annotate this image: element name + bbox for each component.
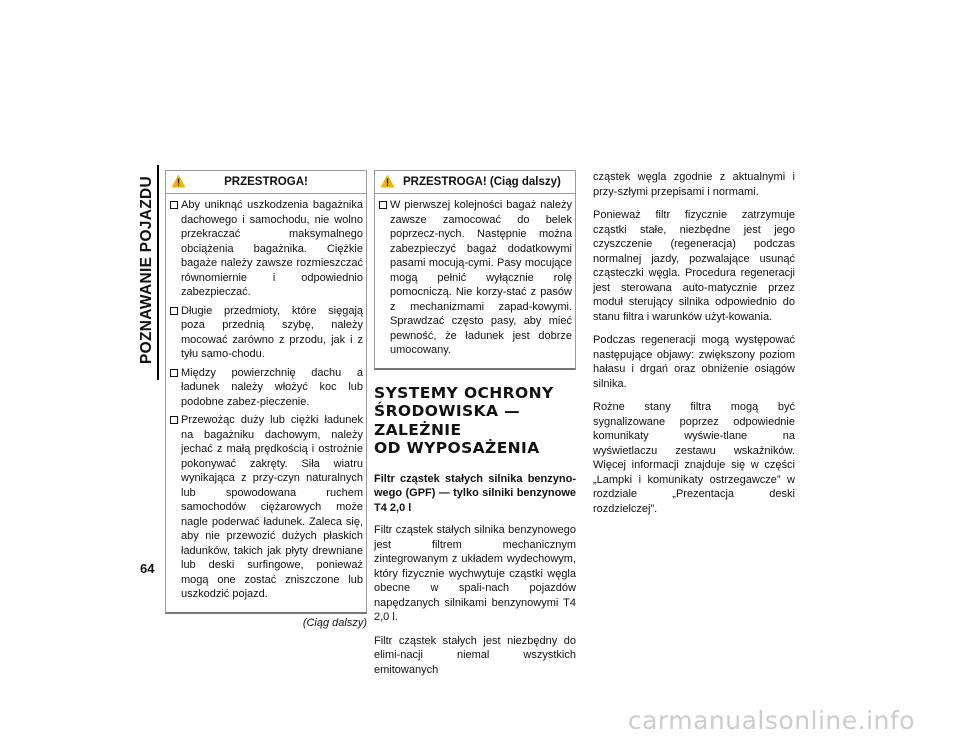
warning-item: Przewożąc duży lub ciężki ładunek na bagażniku dachowym, należy jechać z małą prędkością i ostrożnie pokonywać zakręty. Siła wiatru wynikająca z przy-czyn naturalnych lub spowodowana ruchem samochodów ciężarowych może nagle poderwać ładunek. Zaleca się, aby nie przewozić dużych płaskich ładunków, takich jak płyty drewniane lub deski surfingowe, ponieważ mogą one zostać zniszczone lub uszkodzić pojazd.	[169, 413, 363, 602]
paragraph: Filtr cząstek stałych silnika benzynowego jest filtrem mechanicznym zintegrowanym z układem wydechowym, który fizycznie wychwytuje cząstki węgla obecne w spali-nach pojazdów napędzanych silnikami benzynowymi T4 2,0 l.	[374, 524, 576, 623]
page-number: 64	[140, 561, 155, 576]
warning-item: Między powierzchnię dachu a ładunek należy włożyć koc lub podobne zabez-pieczenie.	[169, 366, 363, 410]
warning-item: Aby uniknąć uszkodzenia bagażnika dachowego i samochodu, nie wolno przekraczać maksymalnego obciążenia bagażnika. Ciężkie bagaże należy zawsze rozmieszczać równomiernie i odpowiednio zabezpieczać.	[169, 198, 363, 300]
warning-box-left	[165, 170, 367, 614]
warning-title: PRZESTROGA! (Ciąg dalszy)	[403, 176, 561, 188]
section-title: SYSTEMY OCHRONY ŚRODOWISKA — ZALEŻNIE OD WYPOSAŻENIA	[374, 383, 554, 457]
bullet-square-icon	[170, 416, 178, 424]
warning-triangle-icon	[380, 174, 395, 188]
warning-item: Długie przedmioty, które sięgają poza przednią szybę, należy mocować zarówno z przodu, jak i z tyłu samo-chodu.	[169, 304, 363, 362]
bullet-square-icon	[170, 307, 178, 315]
paragraph: cząstek węgla zgodnie z aktualnymi i przy-szłymi przepisami i normami.	[593, 171, 795, 198]
chapter-side-tab	[138, 165, 156, 375]
bullet-square-icon	[379, 201, 387, 209]
watermark: carmanualsonline.info	[627, 706, 915, 735]
chapter-title: POZNAWANIE POJAZDU	[138, 176, 155, 364]
subheading: Filtr cząstek stałych silnika benzyno-wego (GPF) — tylko silniki benzynowe T4 2,0 l	[374, 472, 576, 514]
bullet-square-icon	[170, 201, 178, 209]
column-left	[165, 170, 367, 630]
paragraph: Podczas regeneracji mogą występować następujące objawy: zwiększony poziom hałasu i drgań oraz obniżenie osiągów silnika.	[593, 334, 795, 390]
chapter-divider	[157, 165, 159, 380]
column-right	[593, 170, 795, 525]
paragraph: Rożne stany filtra mogą być sygnalizowane poprzez odpowiednie komunikaty wyświe-tlane na wyświetlaczu zestawu wskaźników. Więcej informacji znajduje się w części „Lampki i komunikaty ostrzegawcze” w rozdziale „Prezentacja deski rozdzielczej”.	[593, 401, 795, 515]
warning-box-right	[374, 170, 576, 370]
paragraph: Filtr cząstek stałych jest niezbędny do elimi-nacji niemal wszystkich emitowanych	[374, 634, 576, 676]
warning-title: PRZESTROGA!	[224, 176, 308, 188]
warning-item: W pierwszej kolejności bagaż należy zawsze zamocować do belek poprzecz-nych. Następnie można zabezpieczyć bagaż dodatkowymi pasami mocują-cymi. Pasy mocujące mogą pełnić wyłącznie rolę pomocniczą. Nie korzy-stać z pasów z mechanizmami zapad-kowymi. Sprawdzać często pasy, aby mieć pewność, że ładunek jest dobrze umocowany.	[378, 198, 572, 358]
paragraph: Ponieważ filtr fizycznie zatrzymuje cząstki stałe, niezbędne jest jego czyszczenie (regeneracja) podczas normalnej jazdy, pozwalające usunąć cząsteczki węgla. Procedura regeneracji jest sterowana auto-matycznie przez moduł sterujący silnika odpowiednio do stanu filtra i warunków użyt-kowania.	[593, 209, 795, 323]
bullet-square-icon	[170, 369, 178, 377]
warning-header	[166, 171, 366, 194]
continued-note: (Ciąg dalszy)	[302, 616, 367, 629]
column-middle	[374, 170, 576, 686]
warning-header	[375, 171, 575, 194]
